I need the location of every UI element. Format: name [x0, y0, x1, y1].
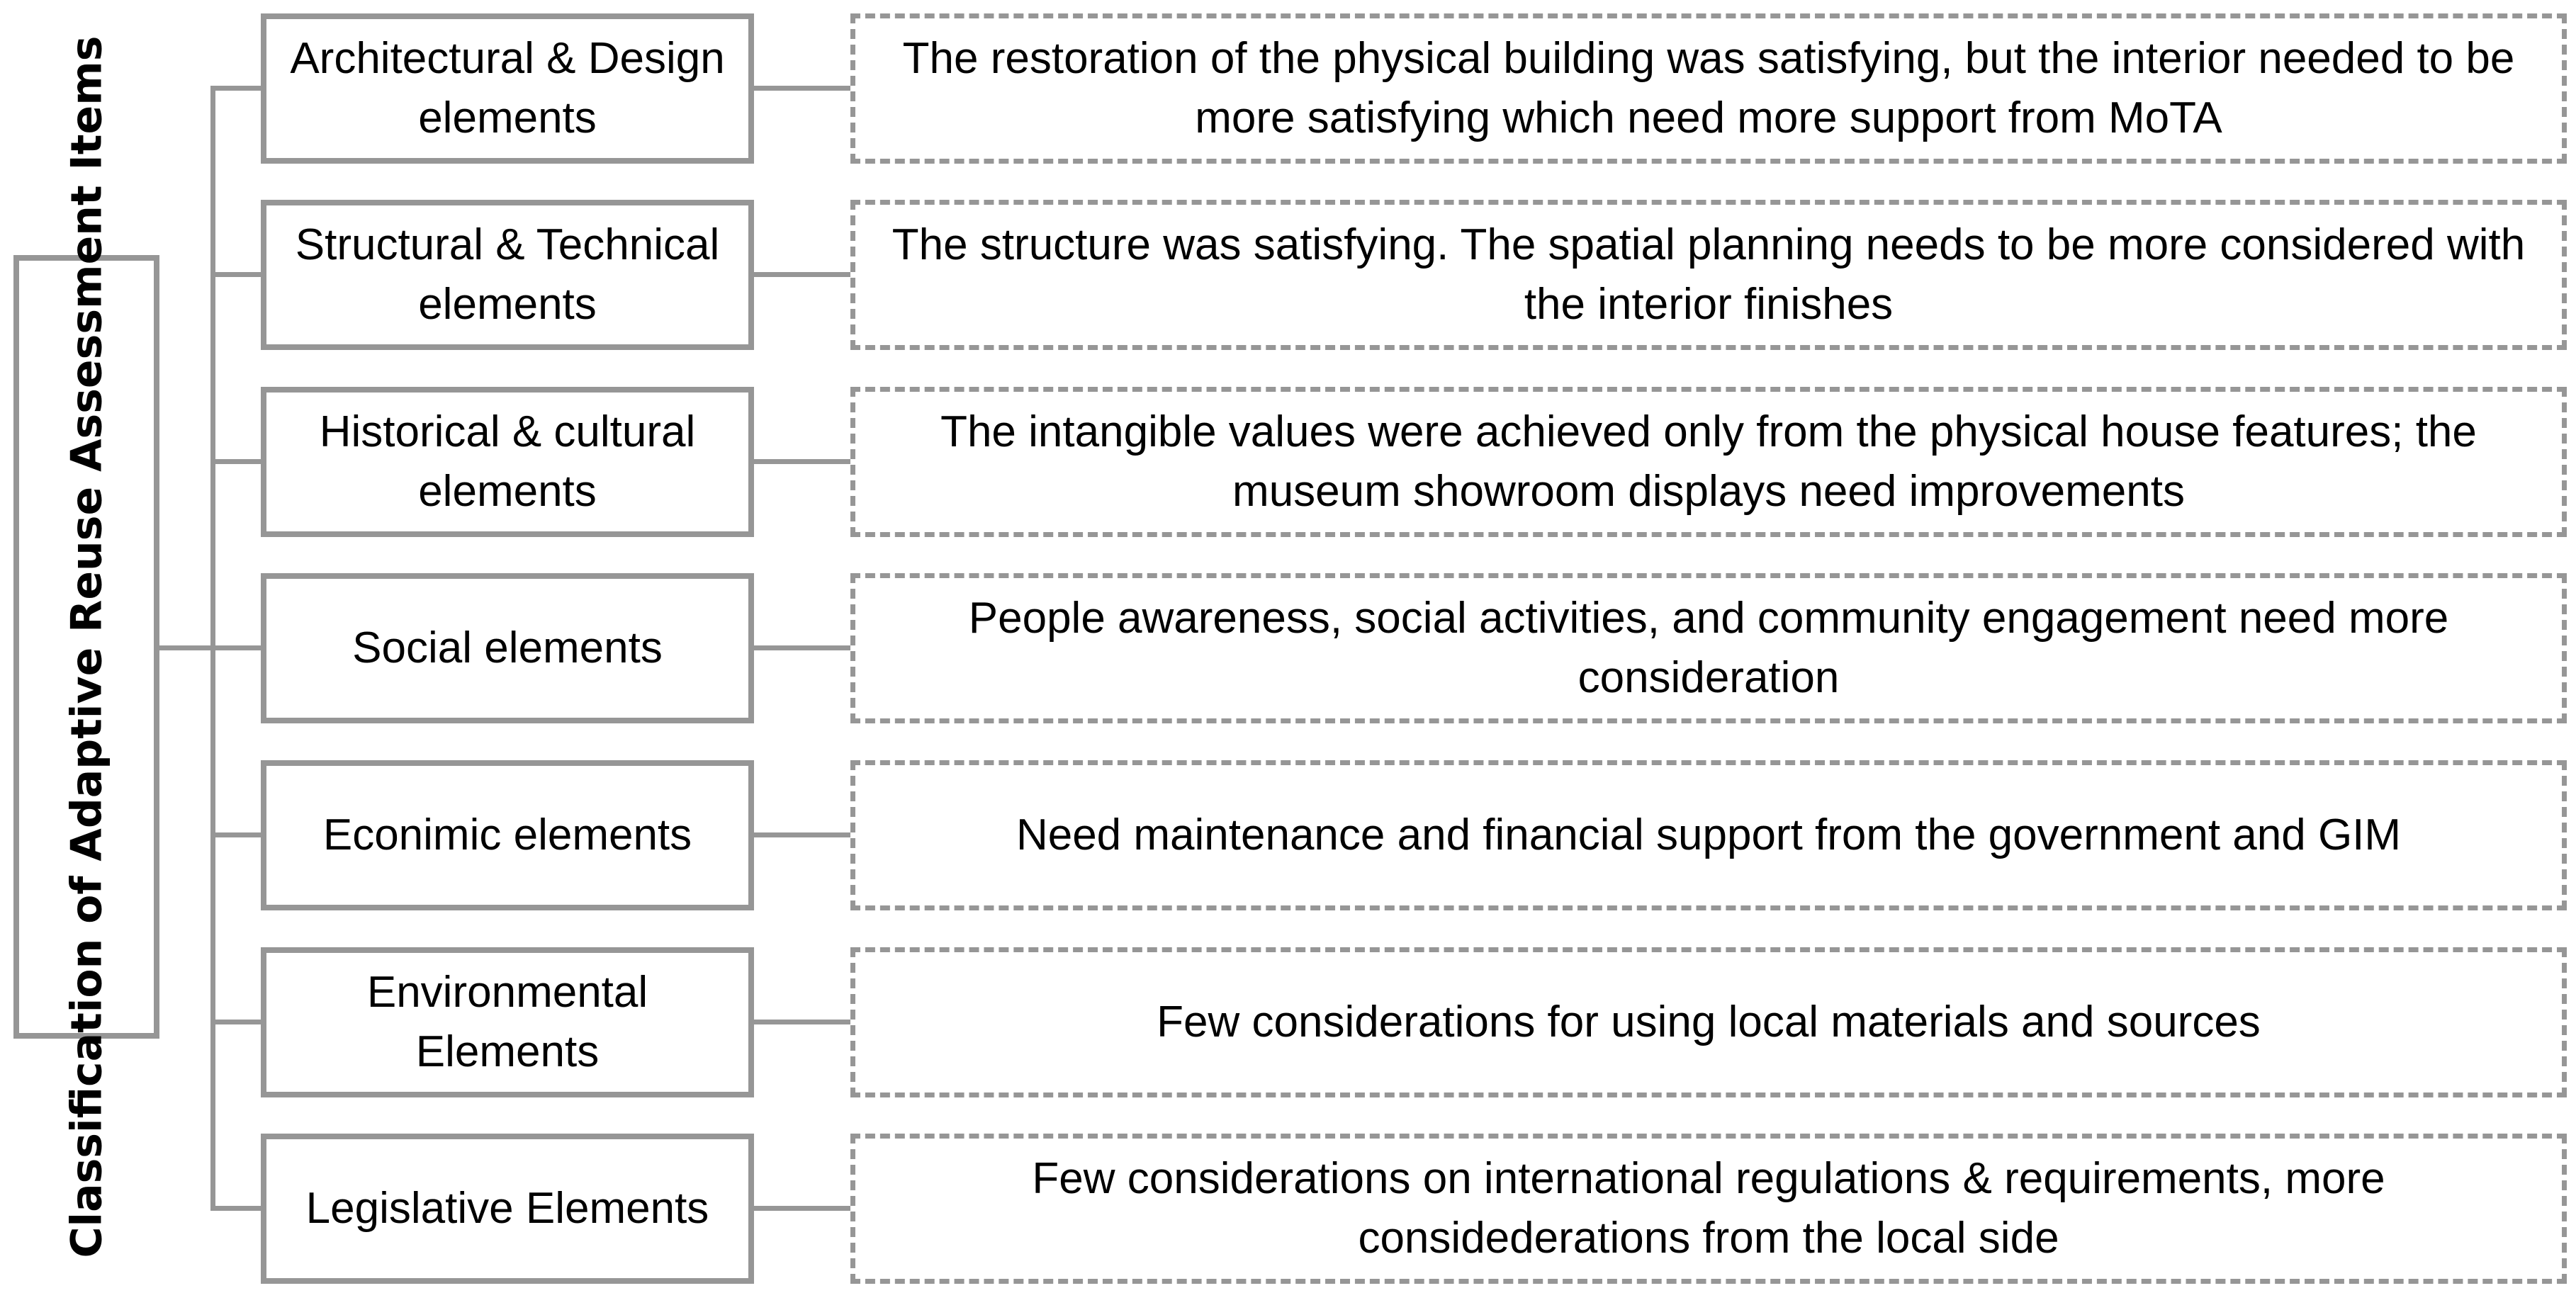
category-box-environmental: [261, 947, 754, 1097]
branch-line: [210, 645, 261, 650]
branch-line: [210, 832, 261, 837]
category-box-architectural: [261, 13, 754, 164]
assessment-text: The intangible values were achieved only from the physical house features; the museum showroom displays need improvements: [940, 407, 2477, 516]
category-label: Architectural & Design elements: [290, 34, 725, 142]
assessment-text: Few considerations on international regulations & requirements, more considederations from the local side: [1032, 1154, 2385, 1263]
category-label: Historical & cultural elements: [319, 407, 696, 516]
category-box-social: [261, 573, 754, 723]
assessment-box-economic: [850, 760, 2567, 910]
link-line: [754, 459, 850, 464]
category-label: Legislative Elements: [305, 1184, 709, 1233]
category-label: Econimic elements: [322, 811, 692, 859]
category-box-structural: [261, 200, 754, 350]
category-box-economic: [261, 760, 754, 910]
branch-line: [210, 1206, 261, 1211]
assessment-box-structural: [850, 200, 2567, 350]
assessment-box-architectural: [850, 13, 2567, 164]
category-box-historical: [261, 387, 754, 537]
link-line: [754, 1206, 850, 1211]
assessment-box-social: [850, 573, 2567, 723]
assessment-text: People awareness, social activities, and community engagement need more consideration: [968, 594, 2449, 702]
branch-line: [210, 272, 261, 277]
link-line: [754, 645, 850, 650]
link-line: [754, 1020, 850, 1024]
link-line: [754, 832, 850, 837]
assessment-box-environmental: [850, 947, 2567, 1097]
assessment-box-historical: [850, 387, 2567, 537]
assessment-text: Few considerations for using local materials and sources: [1157, 998, 2261, 1046]
root-connector-line: [159, 645, 215, 650]
branch-line: [210, 459, 261, 464]
assessment-text: The restoration of the physical building was satisfying, but the interior needed to be more satisfying which need more support from MoTA: [902, 34, 2515, 142]
root-node-box: [13, 35, 159, 1258]
category-label: Structural & Technical elements: [295, 220, 720, 329]
branch-line: [210, 1020, 261, 1024]
link-line: [754, 86, 850, 91]
category-label: Environmental Elements: [366, 968, 648, 1076]
assessment-text: The structure was satisfying. The spatial planning needs to be more considered with the interior finishes: [892, 220, 2526, 329]
link-line: [754, 272, 850, 277]
assessment-box-legislative: [850, 1134, 2567, 1284]
root-node-label: Classification of Adaptive Reuse Assessment Items: [62, 35, 112, 1258]
category-box-legislative: [261, 1134, 754, 1284]
branch-line: [210, 86, 261, 91]
assessment-text: Need maintenance and financial support from the government and GIM: [1016, 811, 2402, 859]
category-label: Social elements: [352, 623, 663, 672]
